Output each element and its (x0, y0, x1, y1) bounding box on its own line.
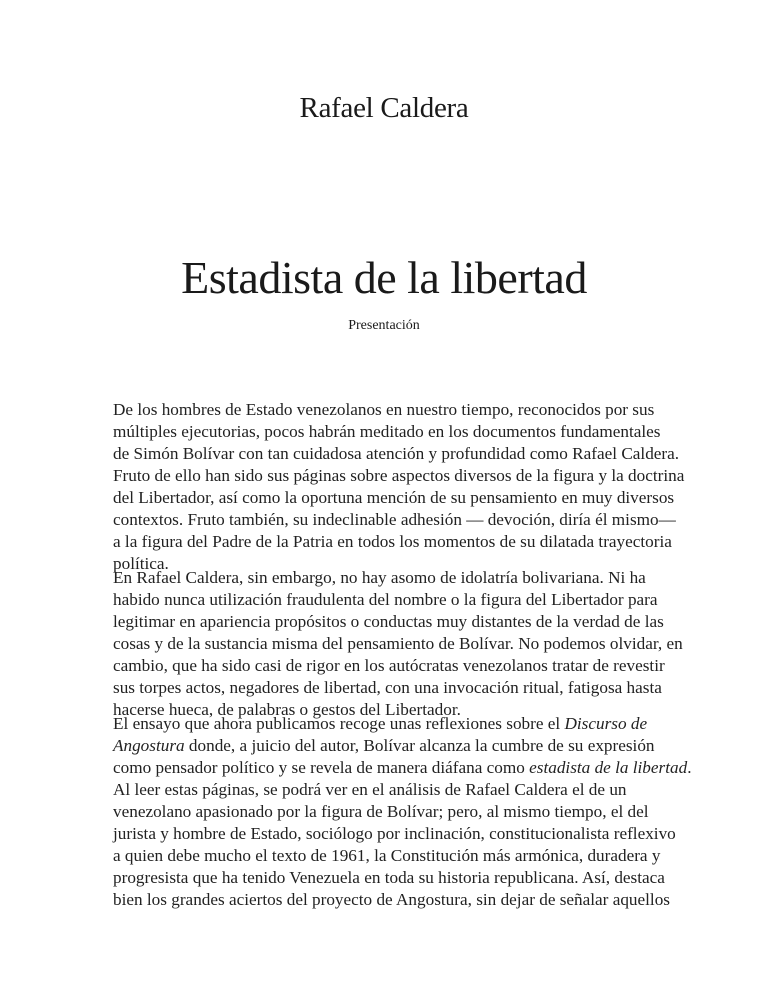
text-run: . (687, 758, 692, 777)
italic-phrase: estadista de la libertad (529, 758, 688, 777)
text-line (113, 757, 713, 779)
text-line: De los hombres de Estado venezolanos en nuestro tiempo, reconocidos por sus (113, 400, 655, 419)
text-line: sus torpes actos, negadores de libertad, con una invocación ritual, fatigosa hasta (113, 678, 662, 697)
text-line: jurista y hombre de Estado, sociólogo por inclinación, constitucionalista reflexivo (113, 824, 676, 843)
italic-title-angostura: Angostura (113, 736, 185, 755)
text-line: En Rafael Caldera, sin embargo, no hay asomo de idolatría bolivariana. Ni ha (113, 568, 646, 587)
paragraph-3 (113, 713, 713, 911)
text-line (113, 713, 713, 735)
author-name: Rafael Caldera (299, 92, 469, 124)
text-line: contextos. Fruto también, su indeclinable adhesión — devoción, diría él mismo— (113, 510, 676, 529)
text-run: como pensador político y se revela de manera diáfana como (113, 758, 530, 777)
text-line: venezolano apasionado por la figura de Bolívar; pero, al mismo tiempo, el del (113, 802, 649, 821)
text-line: hacerse hueca, de palabras o gestos del Libertador. (113, 700, 461, 719)
italic-title-discurso: Discurso de (564, 714, 648, 733)
text-line: Fruto de ello han sido sus páginas sobre aspectos diversos de la figura y la doctrina (113, 466, 685, 485)
text-line: cosas y de la sustancia misma del pensamiento de Bolívar. No podemos olvidar, en (113, 634, 683, 653)
text-line: a quien debe mucho el texto de 1961, la Constitución más armónica, duradera y (113, 846, 661, 865)
text-run: donde, a juicio del autor, Bolívar alcanza la cumbre de su expresión (184, 736, 655, 755)
text-line: progresista que ha tenido Venezuela en toda su historia republicana. Así, destaca (113, 868, 665, 887)
text-line: Al leer estas páginas, se podrá ver en el análisis de Rafael Caldera el de un (113, 780, 627, 799)
document-title: Estadista de la libertad (181, 252, 587, 303)
text-line: política. (113, 554, 169, 573)
paragraph-2 (113, 567, 713, 721)
text-run: El ensayo que ahora publicamos recoge unas reflexiones sobre el (113, 714, 565, 733)
text-line: habido nunca utilización fraudulenta del nombre o la figura del Libertador para (113, 590, 658, 609)
text-line: del Libertador, así como la oportuna mención de su pensamiento en muy diversos (113, 488, 675, 507)
text-line: de Simón Bolívar con tan cuidadosa atención y profundidad como Rafael Caldera. (113, 444, 680, 463)
text-line: bien los grandes aciertos del proyecto de Angostura, sin dejar de señalar aquellos (113, 890, 670, 909)
text-line: múltiples ejecutorias, pocos habrán meditado en los documentos fundamentales (113, 422, 661, 441)
text-line (113, 735, 713, 757)
text-line: legitimar en apariencia propósitos o conductas muy distantes de la verdad de las (113, 612, 664, 631)
paragraph-1 (113, 399, 713, 575)
text-line: cambio, que ha sido casi de rigor en los autócratas venezolanos tratar de revestir (113, 656, 665, 675)
section-heading: Presentación (348, 318, 420, 333)
text-line: a la figura del Padre de la Patria en todos los momentos de su dilatada trayectoria (113, 532, 672, 551)
